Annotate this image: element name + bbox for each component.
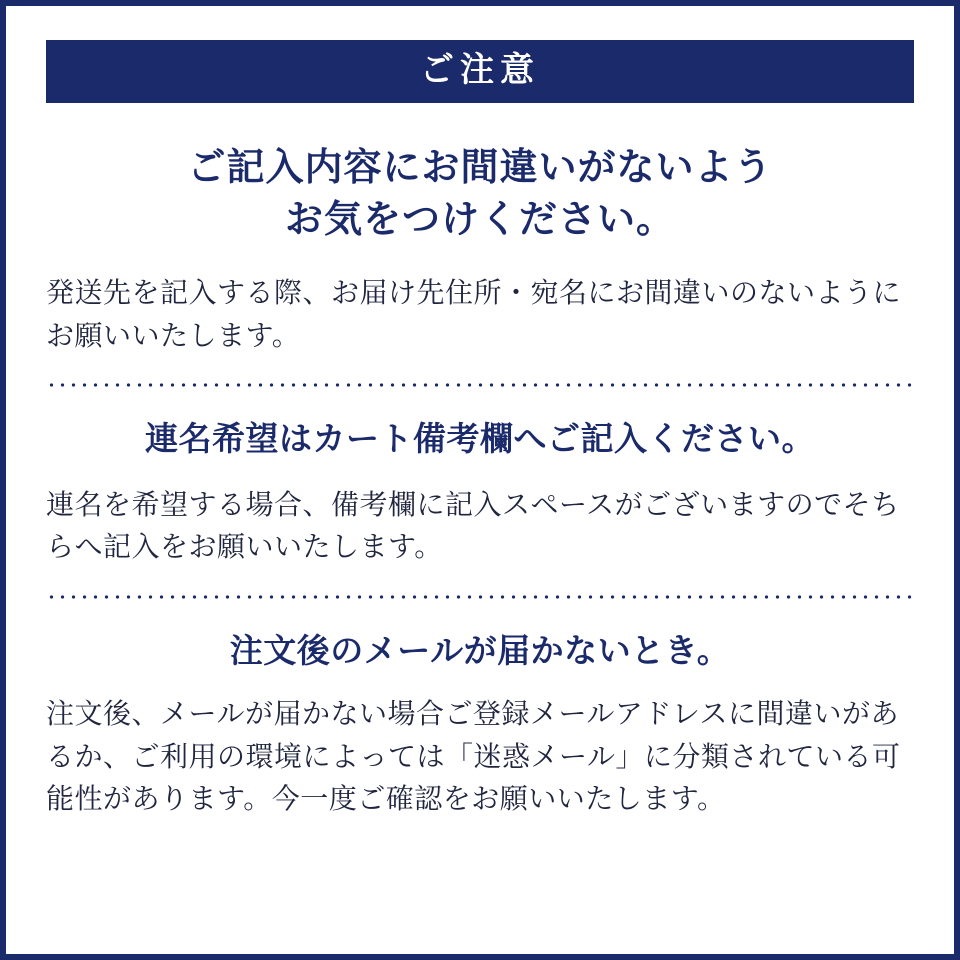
section-joint-name [46,417,914,569]
section-joint-name-body: 連名を希望する場合、備考欄に記入スペースがございますのでそちらへ記入をお願いいたします。 [46,488,900,563]
notice-banner-title: ご注意 [46,40,914,103]
notice-content [6,6,954,954]
section-email-heading: 注文後のメールが届かないとき。 [229,631,731,669]
section-divider-1 [46,383,914,387]
section-divider-2 [46,595,914,599]
main-heading-line1: ご記入内容にお間違いがないよう [187,147,773,190]
main-heading [46,143,914,246]
intro-body-text: 発送先を記入する際、お届け先住所・宛名にお間違いのないようにお願いいたします。 [46,276,902,351]
section-joint-name-heading: 連名希望はカート備考欄へご記入ください。 [145,420,815,458]
section-email-body: 注文後、メールが届かない場合ご登録メールアドレスに間違いがあるか、ご利用の環境によっては「迷惑メール」に分類されている可能性があります。今一度ご確認をお願いいたします。 [46,698,901,815]
section-email-not-received [46,629,914,821]
main-heading-line2: お気をつけください。 [284,198,675,241]
